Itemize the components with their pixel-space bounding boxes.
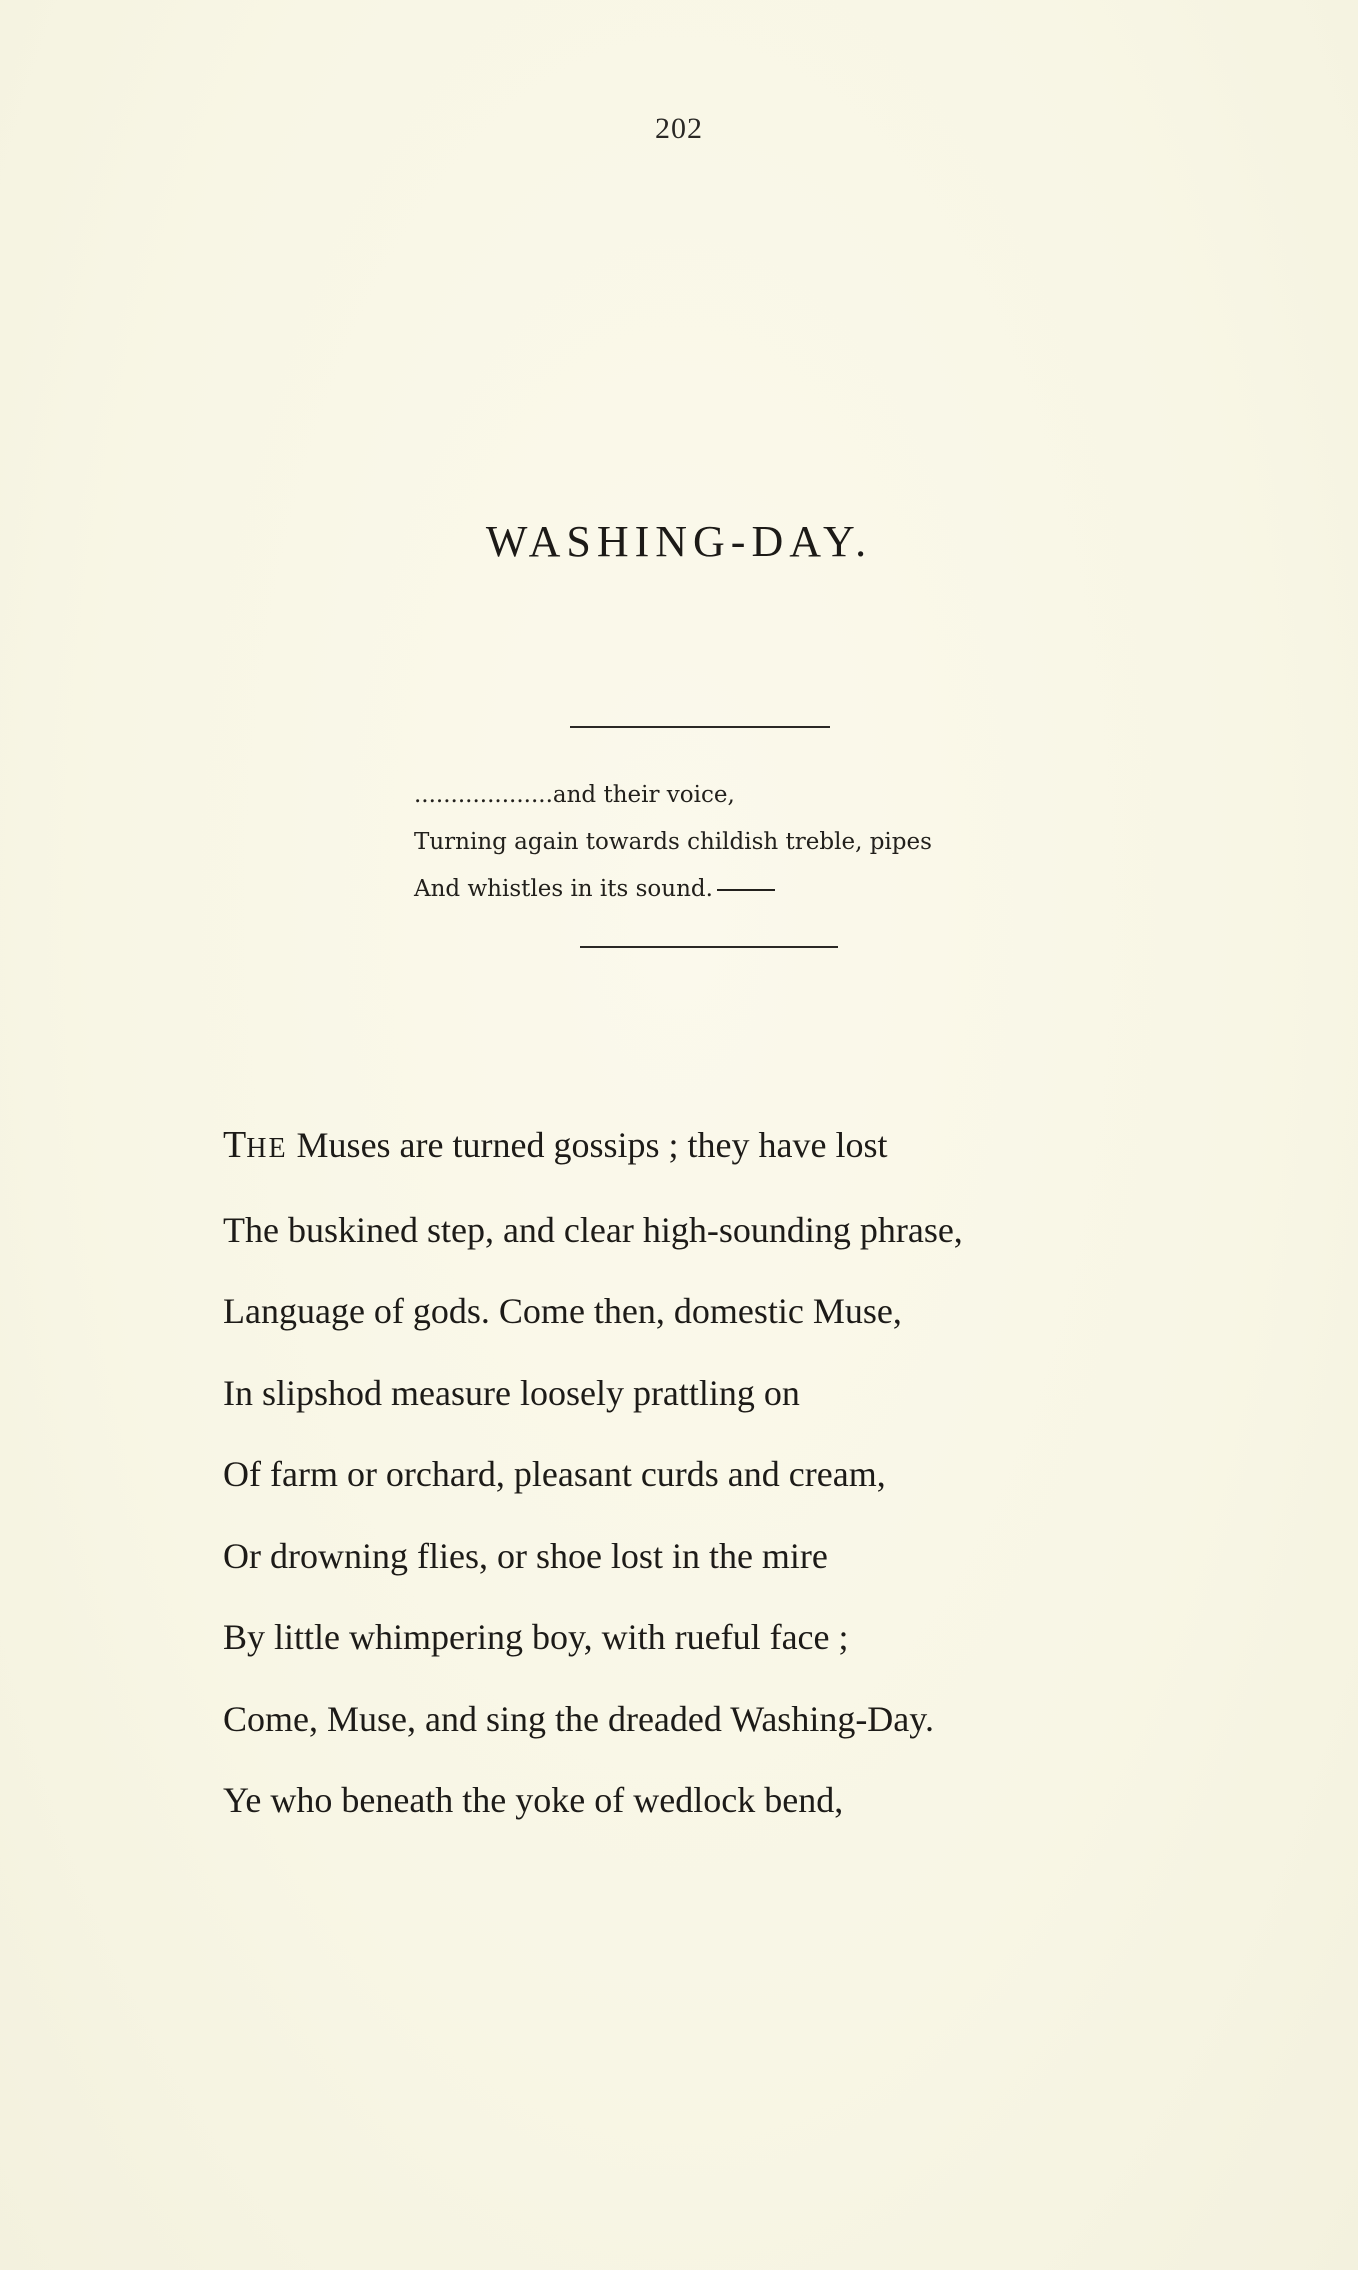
poem-line: [223, 1105, 963, 1190]
poem-line: Language of gods. Come then, domestic Muse,: [223, 1291, 902, 1331]
poem-line: Come, Muse, and sing the dreaded Washing-Day.: [223, 1698, 934, 1739]
poem-line: Of farm or orchard, pleasant curds and cream,: [223, 1454, 886, 1494]
title-rule-top: [570, 726, 830, 728]
poem-line: Or drowning flies, or shoe lost in the mire: [223, 1535, 828, 1576]
epigraph: [414, 772, 932, 913]
epigraph-line: ...................and their voice,: [414, 782, 735, 808]
poem-line-text: Muses are turned gossips ; they have lost: [287, 1125, 888, 1165]
poem-line: Ye who beneath the yoke of wedlock bend,: [223, 1780, 844, 1820]
poem-line: By little whimpering boy, with rueful face ;: [223, 1617, 849, 1657]
poem-line: The buskined step, and clear high-sounding phrase,: [223, 1209, 963, 1250]
epigraph-line: Turning again towards childish treble, pipes: [414, 829, 932, 855]
initial-small-caps: HE: [246, 1133, 288, 1164]
poem-title: WASHING-DAY.: [485, 517, 873, 566]
epigraph-line-text: And whistles in its sound.: [414, 876, 713, 902]
poem-body: [223, 1105, 963, 1842]
epigraph-line: [414, 866, 932, 913]
initial-letter: T: [223, 1124, 247, 1166]
page-number: 202: [655, 112, 703, 145]
poem-line: In slipshod measure loosely prattling on: [223, 1372, 800, 1413]
epigraph-dash: [717, 889, 775, 891]
epigraph-rule-bottom: [580, 946, 838, 948]
